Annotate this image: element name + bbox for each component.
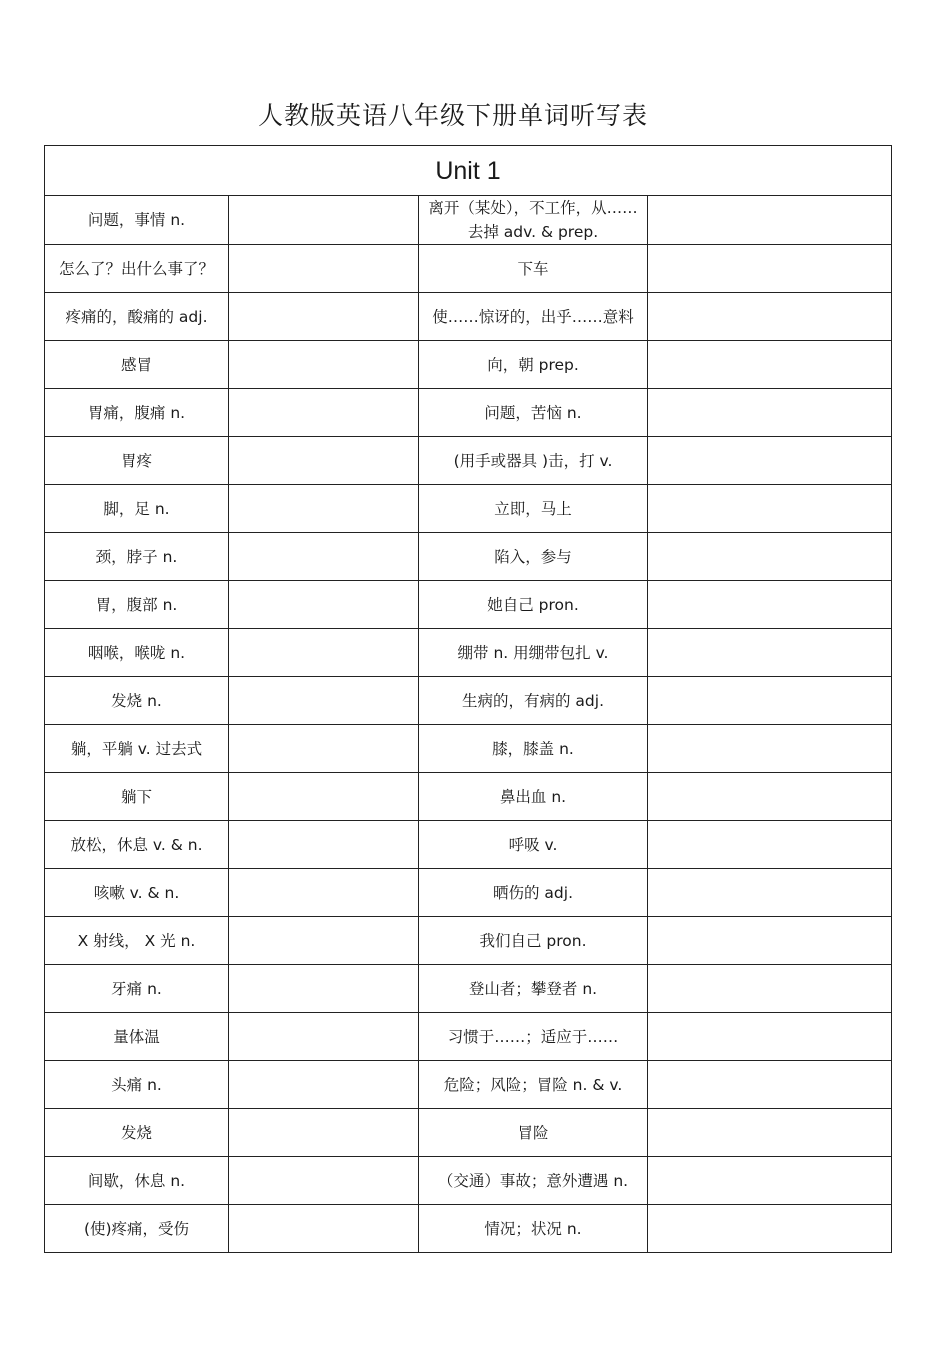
right-answer-cell[interactable] bbox=[648, 293, 892, 341]
left-answer-cell[interactable] bbox=[229, 677, 419, 725]
right-prompt-cell: 立即，马上 bbox=[419, 485, 648, 533]
right-prompt-cell: 她自己 pron. bbox=[419, 581, 648, 629]
table-row bbox=[45, 581, 892, 629]
table-row bbox=[45, 341, 892, 389]
right-prompt-cell: 问题，苦恼 n. bbox=[419, 389, 648, 437]
table-row bbox=[45, 485, 892, 533]
right-prompt-cell: 下车 bbox=[419, 245, 648, 293]
left-prompt-cell: 发烧 bbox=[45, 1109, 229, 1157]
right-answer-cell[interactable] bbox=[648, 1013, 892, 1061]
table-row bbox=[45, 245, 892, 293]
left-prompt-cell: 躺下 bbox=[45, 773, 229, 821]
table-row bbox=[45, 917, 892, 965]
table-row bbox=[45, 437, 892, 485]
left-prompt-cell: 咽喉，喉咙 n. bbox=[45, 629, 229, 677]
left-prompt-cell: 躺，平躺 v. 过去式 bbox=[45, 725, 229, 773]
left-prompt-cell: 咳嗽 v. & n. bbox=[45, 869, 229, 917]
right-answer-cell[interactable] bbox=[648, 1061, 892, 1109]
left-answer-cell[interactable] bbox=[229, 1157, 419, 1205]
left-prompt-cell: 颈，脖子 n. bbox=[45, 533, 229, 581]
page-title: 人教版英语八年级下册单词听写表 bbox=[257, 101, 648, 130]
right-prompt-cell: 陷入，参与 bbox=[419, 533, 648, 581]
right-prompt-cell: 登山者；攀登者 n. bbox=[419, 965, 648, 1013]
left-answer-cell[interactable] bbox=[229, 581, 419, 629]
right-prompt-cell: 情况；状况 n. bbox=[419, 1205, 648, 1253]
right-answer-cell[interactable] bbox=[648, 1109, 892, 1157]
right-answer-cell[interactable] bbox=[648, 1205, 892, 1253]
right-answer-cell[interactable] bbox=[648, 389, 892, 437]
left-answer-cell[interactable] bbox=[229, 437, 419, 485]
left-prompt-cell: 量体温 bbox=[45, 1013, 229, 1061]
right-answer-cell[interactable] bbox=[648, 196, 892, 245]
left-prompt-cell: X 射线， X 光 n. bbox=[45, 917, 229, 965]
table-row bbox=[45, 869, 892, 917]
left-answer-cell[interactable] bbox=[229, 1109, 419, 1157]
right-prompt-cell: 使……惊讶的，出乎……意料 bbox=[419, 293, 648, 341]
left-prompt-cell: (使)疼痛，受伤 bbox=[45, 1205, 229, 1253]
left-answer-cell[interactable] bbox=[229, 773, 419, 821]
table-row bbox=[45, 389, 892, 437]
table-row bbox=[45, 1061, 892, 1109]
left-prompt-cell: 胃痛，腹痛 n. bbox=[45, 389, 229, 437]
left-answer-cell[interactable] bbox=[229, 341, 419, 389]
table-row bbox=[45, 533, 892, 581]
right-prompt-cell: 向，朝 prep. bbox=[419, 341, 648, 389]
left-answer-cell[interactable] bbox=[229, 485, 419, 533]
left-prompt-cell: 放松，休息 v. & n. bbox=[45, 821, 229, 869]
left-prompt-cell: 问题，事情 n. bbox=[45, 196, 229, 245]
left-answer-cell[interactable] bbox=[229, 629, 419, 677]
right-answer-cell[interactable] bbox=[648, 965, 892, 1013]
table-row bbox=[45, 1205, 892, 1253]
table-row bbox=[45, 821, 892, 869]
left-prompt-cell: 胃，腹部 n. bbox=[45, 581, 229, 629]
right-answer-cell[interactable] bbox=[648, 917, 892, 965]
table-row bbox=[45, 196, 892, 245]
left-answer-cell[interactable] bbox=[229, 725, 419, 773]
left-prompt-cell: 头痛 n. bbox=[45, 1061, 229, 1109]
left-answer-cell[interactable] bbox=[229, 196, 419, 245]
right-prompt-cell: 危险；风险；冒险 n. & v. bbox=[419, 1061, 648, 1109]
left-prompt-cell: 间歇，休息 n. bbox=[45, 1157, 229, 1205]
left-answer-cell[interactable] bbox=[229, 389, 419, 437]
right-answer-cell[interactable] bbox=[648, 1157, 892, 1205]
right-answer-cell[interactable] bbox=[648, 341, 892, 389]
left-prompt-cell: 感冒 bbox=[45, 341, 229, 389]
right-answer-cell[interactable] bbox=[648, 437, 892, 485]
table-row bbox=[45, 1013, 892, 1061]
right-answer-cell[interactable] bbox=[648, 485, 892, 533]
table-row bbox=[45, 293, 892, 341]
left-answer-cell[interactable] bbox=[229, 821, 419, 869]
left-prompt-cell: 疼痛的，酸痛的 adj. bbox=[45, 293, 229, 341]
left-answer-cell[interactable] bbox=[229, 533, 419, 581]
right-prompt-cell: 生病的，有病的 adj. bbox=[419, 677, 648, 725]
left-prompt-cell: 牙痛 n. bbox=[45, 965, 229, 1013]
right-prompt-cell: （交通）事故；意外遭遇 n. bbox=[419, 1157, 648, 1205]
right-answer-cell[interactable] bbox=[648, 677, 892, 725]
right-prompt-cell: 晒伤的 adj. bbox=[419, 869, 648, 917]
left-prompt-cell: 怎么了？出什么事了？ bbox=[45, 245, 229, 293]
left-prompt-cell: 发烧 n. bbox=[45, 677, 229, 725]
left-answer-cell[interactable] bbox=[229, 869, 419, 917]
right-prompt-cell: 习惯于……；适应于…… bbox=[419, 1013, 648, 1061]
right-answer-cell[interactable] bbox=[648, 725, 892, 773]
right-prompt-cell: 鼻出血 n. bbox=[419, 773, 648, 821]
right-prompt-cell: 绷带 n. 用绷带包扎 v. bbox=[419, 629, 648, 677]
right-prompt-cell: (用手或器具 )击，打 v. bbox=[419, 437, 648, 485]
table-row bbox=[45, 677, 892, 725]
table-row bbox=[45, 1109, 892, 1157]
right-answer-cell[interactable] bbox=[648, 773, 892, 821]
left-prompt-cell: 胃疼 bbox=[45, 437, 229, 485]
left-answer-cell[interactable] bbox=[229, 965, 419, 1013]
right-prompt-cell: 离开（某处），不工作，从……去掉 adv. & prep. bbox=[419, 196, 648, 245]
right-answer-cell[interactable] bbox=[648, 581, 892, 629]
table-row bbox=[45, 1157, 892, 1205]
right-prompt-cell: 呼吸 v. bbox=[419, 821, 648, 869]
right-answer-cell[interactable] bbox=[648, 245, 892, 293]
right-prompt-cell: 膝，膝盖 n. bbox=[419, 725, 648, 773]
left-answer-cell[interactable] bbox=[229, 1013, 419, 1061]
vocabulary-table bbox=[44, 145, 892, 1253]
right-answer-cell[interactable] bbox=[648, 533, 892, 581]
unit-heading: Unit 1 bbox=[45, 146, 892, 196]
table-row bbox=[45, 629, 892, 677]
table-row bbox=[45, 965, 892, 1013]
right-answer-cell[interactable] bbox=[648, 869, 892, 917]
left-prompt-cell: 脚，足 n. bbox=[45, 485, 229, 533]
table-row bbox=[45, 725, 892, 773]
right-prompt-cell: 我们自己 pron. bbox=[419, 917, 648, 965]
right-prompt-cell: 冒险 bbox=[419, 1109, 648, 1157]
right-answer-cell[interactable] bbox=[648, 821, 892, 869]
left-answer-cell[interactable] bbox=[229, 917, 419, 965]
left-answer-cell[interactable] bbox=[229, 1205, 419, 1253]
left-answer-cell[interactable] bbox=[229, 245, 419, 293]
table-row bbox=[45, 773, 892, 821]
left-answer-cell[interactable] bbox=[229, 1061, 419, 1109]
left-answer-cell[interactable] bbox=[229, 293, 419, 341]
right-answer-cell[interactable] bbox=[648, 629, 892, 677]
